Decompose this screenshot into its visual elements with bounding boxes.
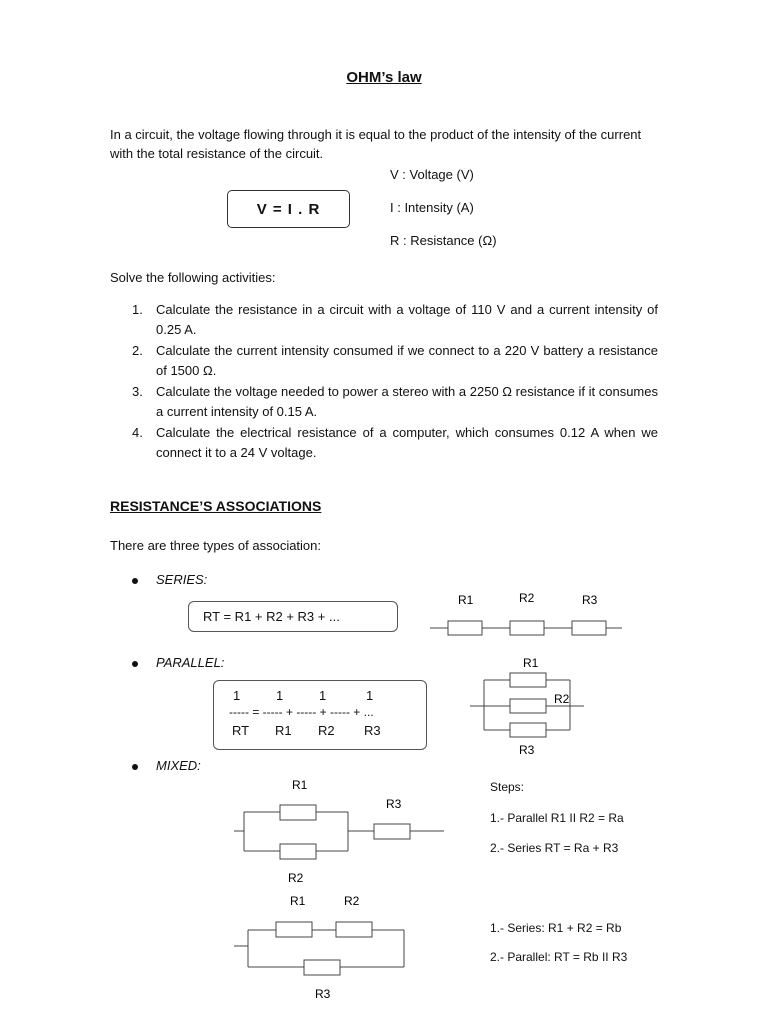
list-number: 2. <box>132 343 143 358</box>
series-circuit-diagram <box>428 588 628 648</box>
list-number: 3. <box>132 384 143 399</box>
label-r1: R1 <box>292 778 308 792</box>
ohm-formula-box: V = I . R <box>227 190 350 228</box>
intro-paragraph: In a circuit, the voltage flowing through it is equal to the product of the intensity of the current with the total resistance of the circuit. <box>110 127 642 161</box>
list-text: Calculate the electrical resistance of a computer, which consumes 0.12 A when we connect it to a 24 V voltage. <box>156 425 658 460</box>
resistor-r3 <box>510 723 546 737</box>
resistor-r2 <box>280 844 316 859</box>
resistor-r1 <box>448 621 482 635</box>
section-intro: There are three types of association: <box>110 538 322 553</box>
resistor-r3 <box>304 960 340 975</box>
denominator-r2: R2 <box>318 723 335 738</box>
bullet-icon <box>132 578 138 584</box>
resistor-r3 <box>572 621 606 635</box>
denominator-r1: R1 <box>275 723 292 738</box>
label-r1: R1 <box>290 894 306 908</box>
resistor-r2 <box>510 621 544 635</box>
series-formula-box <box>188 601 398 632</box>
bullet-icon <box>132 764 138 770</box>
step-1: 1.- Series: R1 + R2 = Rb <box>490 921 622 935</box>
series-formula: RT = R1 + R2 + R3 + ... <box>203 609 340 624</box>
legend-voltage: V : Voltage (V) <box>390 167 474 182</box>
list-text: Calculate the voltage needed to power a stereo with a 2250 Ω resistance if it consumes a current intensity of 0.15 A. <box>156 384 658 419</box>
label-r1: R1 <box>523 656 539 670</box>
bullet-icon <box>132 661 138 667</box>
step-2: 2.- Parallel: RT = Rb II R3 <box>490 950 628 964</box>
resistor-r2 <box>510 699 546 713</box>
denominator-rt: RT <box>232 723 250 738</box>
label-r1: R1 <box>458 593 474 607</box>
step-1: 1.- Parallel R1 II R2 = Ra <box>490 811 624 825</box>
parallel-formula-box <box>213 680 427 750</box>
fraction-bars: ----- = ----- + ----- + ----- + ... <box>229 705 374 719</box>
page-title: OHM’s law <box>346 69 422 86</box>
resistor-r1 <box>280 805 316 820</box>
denominator-r3: R3 <box>364 723 381 738</box>
numerator-4: 1 <box>366 688 374 703</box>
resistor-r1 <box>510 673 546 687</box>
parallel-label: PARALLEL: <box>156 655 225 670</box>
list-number: 4. <box>132 425 143 440</box>
resistor-r3 <box>374 824 410 839</box>
label-r2: R2 <box>344 894 360 908</box>
steps-title: Steps: <box>490 780 525 794</box>
mixed-label: MIXED: <box>156 758 201 773</box>
section-heading: RESISTANCE’S ASSOCIATIONS <box>110 498 322 514</box>
legend-resistance: R : Resistance (Ω) <box>390 233 497 248</box>
parallel-circuit-diagram <box>466 652 596 762</box>
mixed-circuit-diagram-2 <box>232 888 452 1006</box>
numerator-1: 1 <box>233 688 241 703</box>
activities-heading: Solve the following activities: <box>110 270 276 285</box>
label-r2: R2 <box>519 591 535 605</box>
mixed-circuit-diagram-1 <box>232 772 452 892</box>
numerator-3: 1 <box>319 688 327 703</box>
list-text: Calculate the current intensity consumed if we connect to a 220 V battery a resistance of 1500 Ω. <box>156 343 658 378</box>
step-2: 2.- Series RT = Ra + R3 <box>490 841 619 855</box>
label-r2: R2 <box>554 692 570 706</box>
label-r2: R2 <box>288 871 304 885</box>
resistor-r2 <box>336 922 372 937</box>
list-number: 1. <box>132 302 143 317</box>
legend-intensity: I : Intensity (A) <box>390 200 474 215</box>
label-r3: R3 <box>315 987 331 1001</box>
numerator-2: 1 <box>276 688 284 703</box>
list-text: Calculate the resistance in a circuit with a voltage of 110 V and a current intensity of 0.25 A. <box>156 302 658 337</box>
label-r3: R3 <box>386 797 402 811</box>
resistor-r1 <box>276 922 312 937</box>
label-r3: R3 <box>519 743 535 757</box>
series-label: SERIES: <box>156 572 208 587</box>
label-r3: R3 <box>582 593 598 607</box>
